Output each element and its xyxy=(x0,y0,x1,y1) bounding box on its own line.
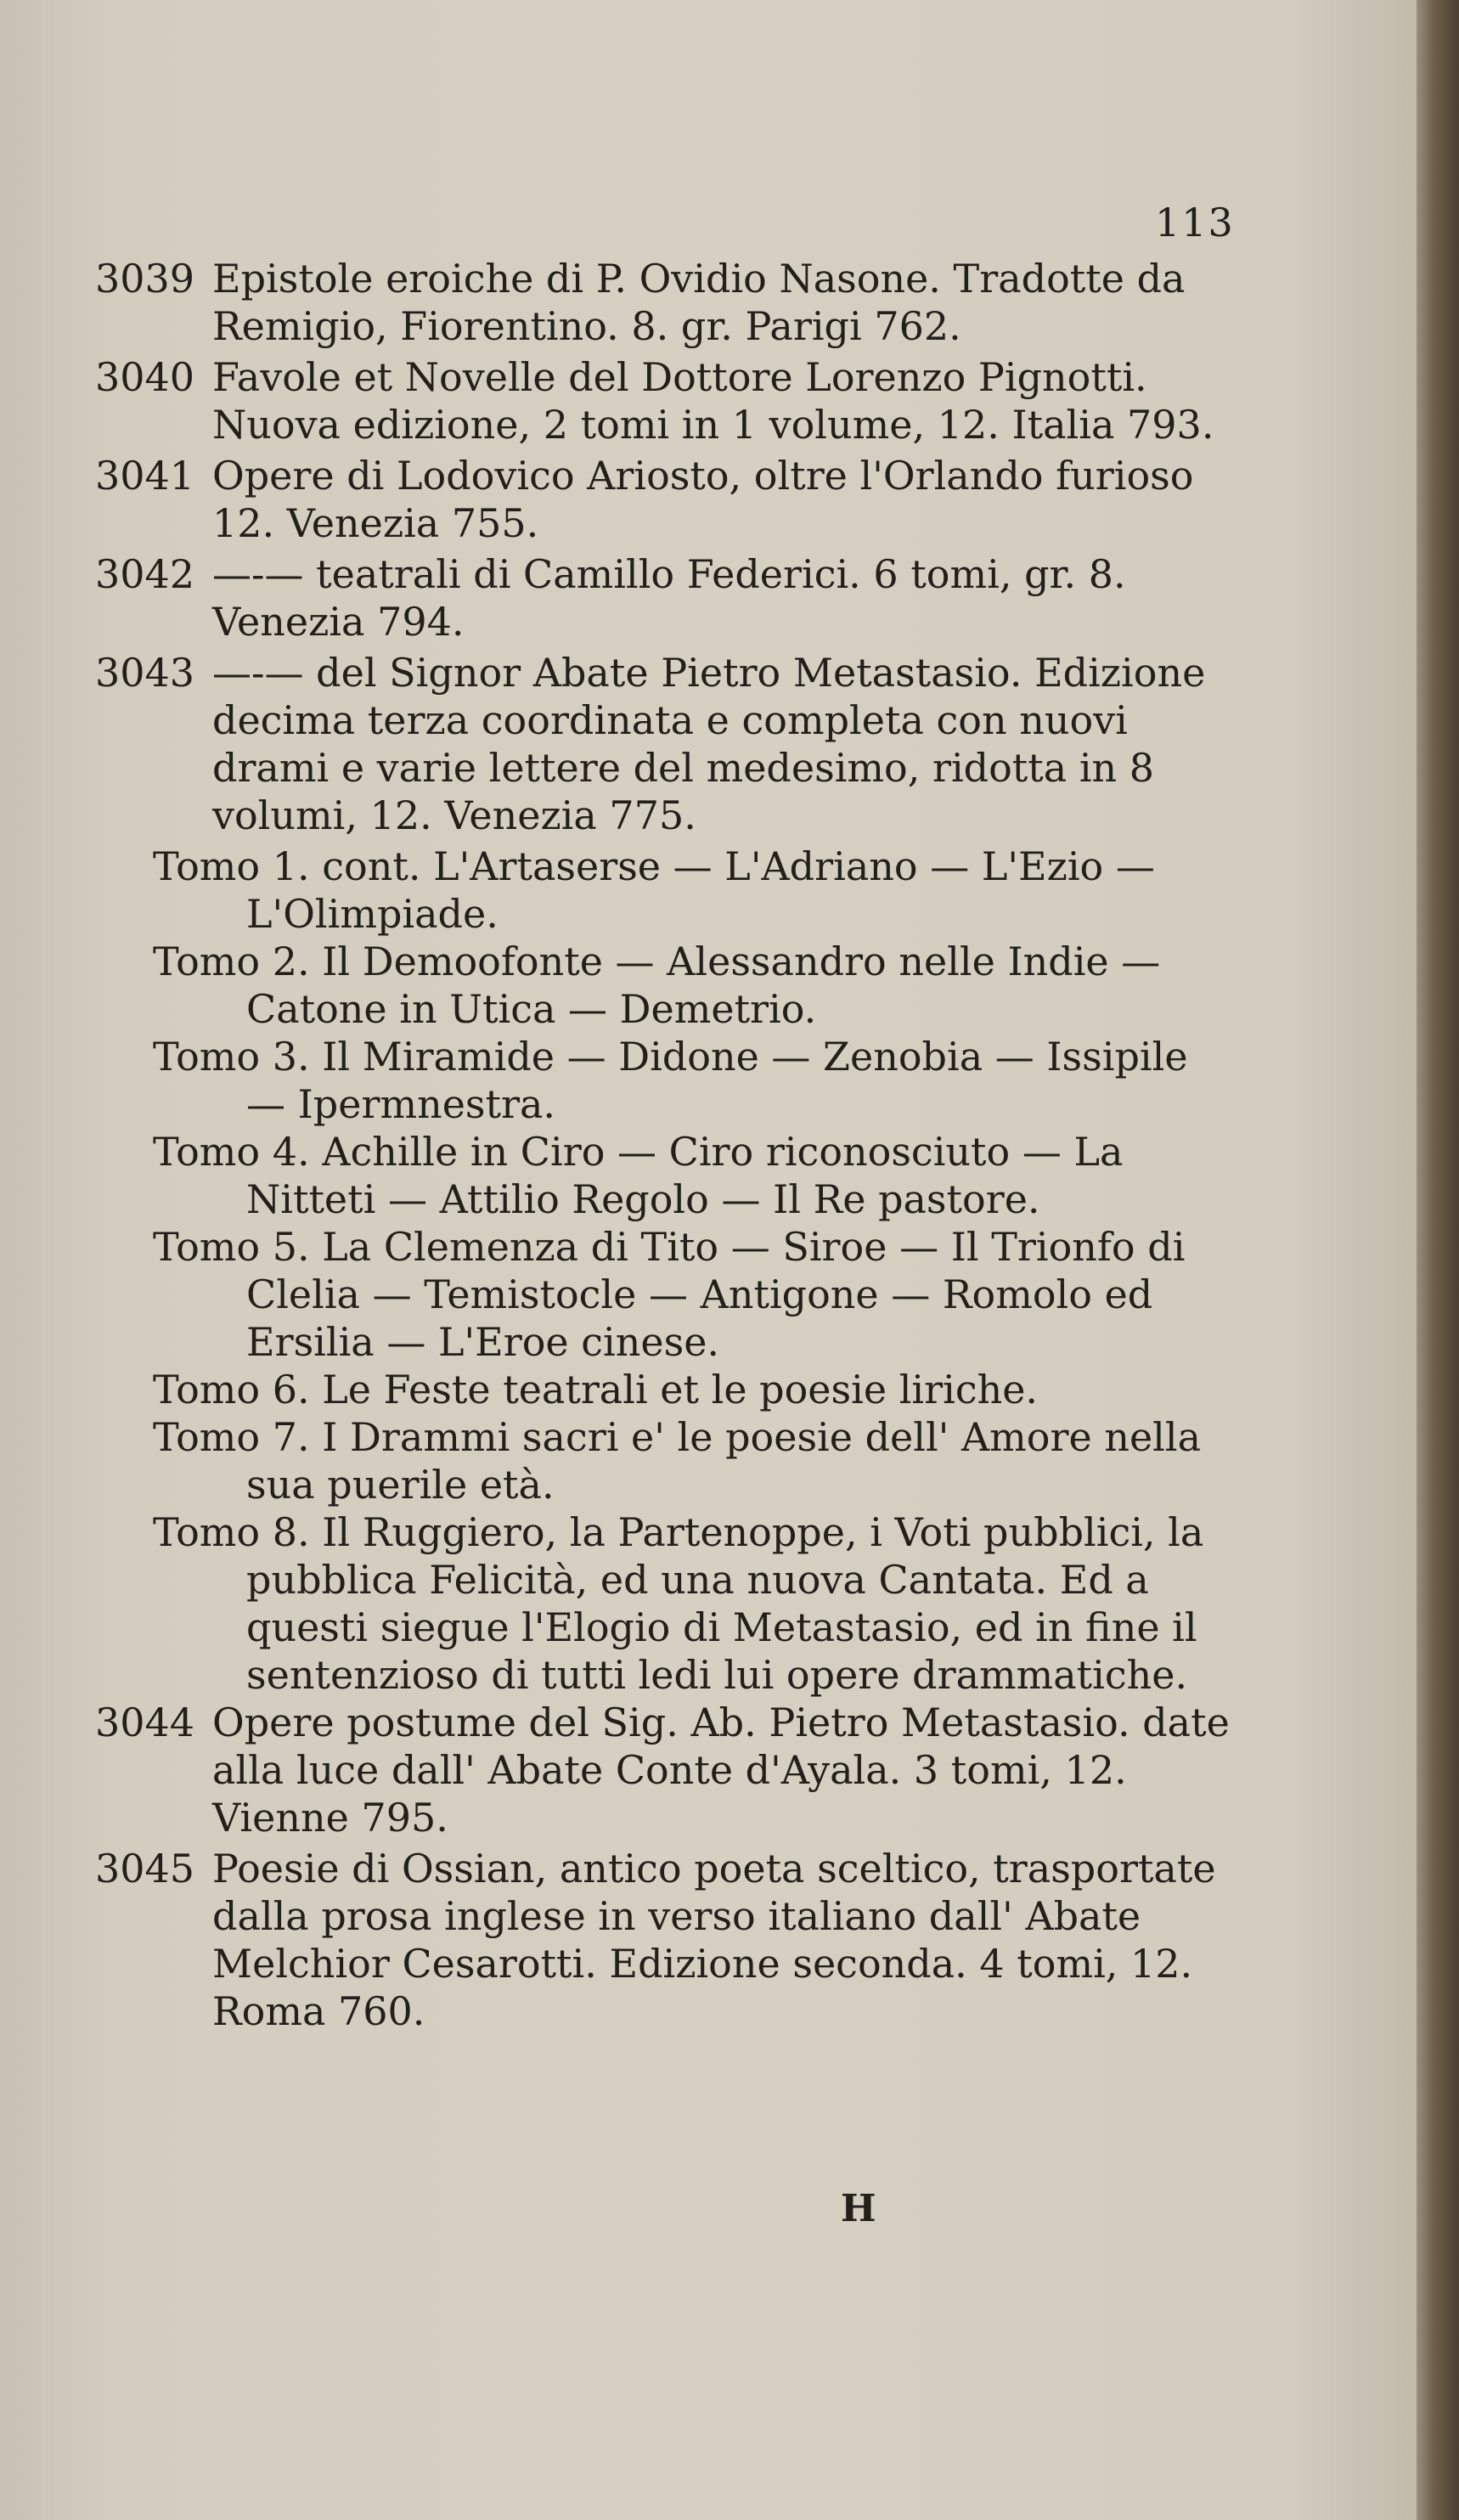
tomo-line: Tomo 2. Il Demoofonte — Alessandro nelle Indie — Catone in Utica — Demetrio. xyxy=(153,939,1161,1032)
entry-text: Opere postume del Sig. Ab. Pietro Metastasio. date alla luce dall' Abate Conte d'Ayala. 3 tomi, 12. Vienne 795. xyxy=(212,1700,1230,1841)
entry-number: 3045 xyxy=(95,1846,195,1891)
entry-number: 3043 xyxy=(95,650,195,696)
catalog-entry xyxy=(95,550,1233,646)
entry-text: Opere di Lodovico Ariosto, oltre l'Orlando furioso 12. Venezia 755. xyxy=(212,453,1194,546)
tomo-line: Tomo 7. I Drammi sacri e' le poesie dell' Amore nella sua puerile età. xyxy=(153,1414,1202,1508)
tomo-line: Tomo 3. Il Miramide — Didone — Zenobia — Issipile — Ipermnestra. xyxy=(153,1034,1188,1127)
entry-number: 3039 xyxy=(95,256,195,302)
entry-text: —-— del Signor Abate Pietro Metastasio. Edizione decima terza coordinata e completa con nuovi drami e varie lettere del medesimo, ridotta in 8 volumi, 12. Venezia 775. xyxy=(212,650,1206,838)
catalog-entry xyxy=(95,1845,1233,2035)
tomo-line: Tomo 1. cont. L'Artaserse — L'Adriano — L'Ezio — L'Olimpiade. xyxy=(153,843,1155,937)
page-number: 113 xyxy=(1155,200,1235,245)
entry-number: 3042 xyxy=(95,551,195,597)
entry-number: 3040 xyxy=(95,354,195,400)
book-gutter xyxy=(1417,0,1459,2520)
entry-text: Poesie di Ossian, antico poeta sceltico, trasportate dalla prosa inglese in verso italiano dall' Abate Melchior Cesarotti. Edizione seconda. 4 tomi, 12. Roma 760. xyxy=(212,1846,1216,2034)
tomo-line: Tomo 8. Il Ruggiero, la Partenoppe, i Voti pubblici, la pubblica Felicità, ed una nuova Cantata. Ed a questi siegue l'Elogio di Metastasio, ed in fine il sentenzioso di tutti ledi lui opere drammatiche. xyxy=(153,1509,1204,1698)
catalog-entry xyxy=(95,255,1233,350)
tomo-line: Tomo 4. Achille in Ciro — Ciro riconosciuto — La Nitteti — Attilio Regolo — Il Re pastore. xyxy=(153,1129,1124,1222)
entry-text: Favole et Novelle del Dottore Lorenzo Pignotti. Nuova edizione, 2 tomi in 1 volume, 12. Italia 793. xyxy=(212,354,1214,448)
catalog-entry xyxy=(95,649,1233,839)
tomo-line: Tomo 6. Le Feste teatrali et le poesie liriche. xyxy=(153,1367,1039,1412)
catalog-entries xyxy=(95,255,1233,2038)
catalog-entry xyxy=(95,452,1233,547)
signature-mark: H xyxy=(841,2187,876,2230)
entry-text: —-— teatrali di Camillo Federici. 6 tomi, gr. 8. Venezia 794. xyxy=(212,551,1126,645)
catalog-entry xyxy=(95,353,1233,448)
entry-number: 3044 xyxy=(95,1700,195,1745)
tomo-line: Tomo 5. La Clemenza di Tito — Siroe — Il Trionfo di Clelia — Temistocle — Antigone — Romolo ed Ersilia — L'Eroe cinese. xyxy=(153,1224,1186,1365)
entry-text: Epistole eroiche di P. Ovidio Nasone. Tradotte da Remigio, Fiorentino. 8. gr. Parigi 762. xyxy=(212,256,1186,349)
entry-number: 3041 xyxy=(95,453,195,499)
catalog-entry xyxy=(95,1699,1233,1841)
